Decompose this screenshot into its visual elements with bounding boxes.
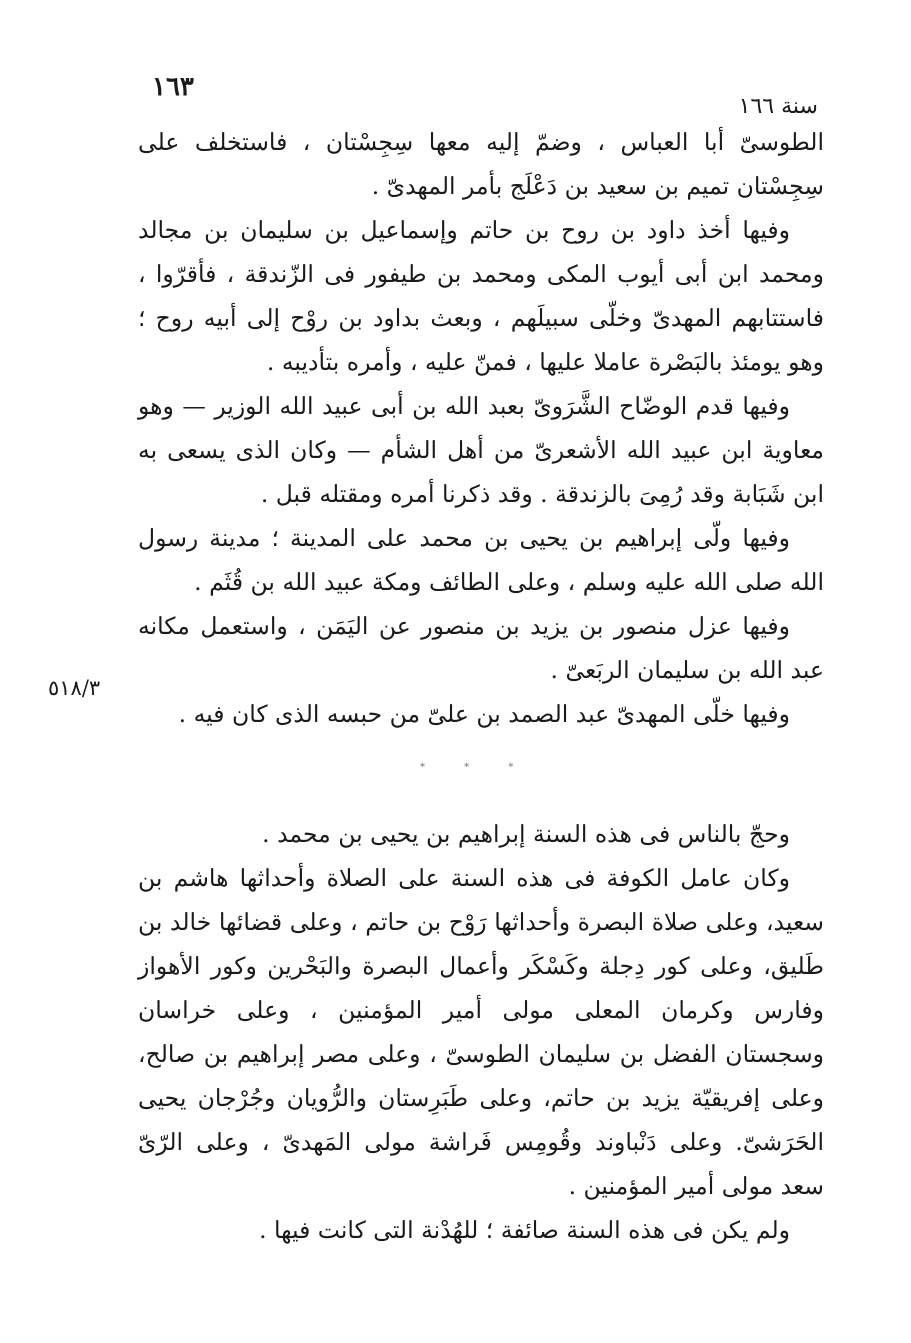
paragraph: وحجّ بالناس فى هذه السنة إبراهيم بن يحيى بن محمد . [262,820,790,848]
main-text-bottom [138,812,824,1252]
paragraph: ولم يكن فى هذه السنة صائفة ؛ للهُدْنة التى كانت فيها . [259,1216,790,1244]
paragraph: وفيها قدم الوضّاح الشَّرَوىّ بعبد الله بن أبى عبيد الله الوزير — وهو معاوية ابن عبيد الله الأشعرىّ من أهل الشأم — وكان الذى يسعى به ابن شَبَابة وقد رُمِىَ بالزندقة . وقد ذكرنا أمره ومقتله قبل . [138,392,824,508]
paragraph: الطوسىّ أبا العباس ، وضمّ إليه معها سِجِسْتان ، فاستخلف على سِجِسْتان تميم بن سعيد بن دَعْلَج بأمر المهدىّ . [138,128,824,200]
page-number: ١٦٣ [152,72,194,102]
paragraph: وفيها خلّى المهدىّ عبد الصمد بن علىّ من حبسه الذى كان فيه . [178,700,790,728]
paragraph: وكان عامل الكوفة فى هذه السنة على الصلاة وأحداثها هاشم بن سعيد، وعلى صلاة البصرة وأحداثها رَوْح بن حاتم ، وعلى قضائها خالد بن طَليق، وعلى كور دِجلة وكَسْكَر وأعمال البصرة والبَحْرين وكور الأهواز وفارس وكرمان المعلى مولى أمير المؤمنين ، وعلى خراسان وسجستان الفضل بن سليمان الطوسىّ ، وعلى مصر إبراهيم بن صالح، وعلى إفريقيّة يزيد بن حاتم، وعلى طَبَرِستان والرُّويان وجُرْجان يحيى الحَرَشىّ. وعلى دَنْباوند وقُومِس فَراشة مولى المَهدىّ ، وعلى الرّىّ سعد مولى أمير المؤمنين . [138,864,824,1200]
paragraph: وفيها أخذ داود بن روح بن حاتم وإسماعيل بن سليمان بن مجالد ومحمد ابن أبى أيوب المكى ومحمد بن طيفور فى الزّندقة ، فأقرّوا ، فاستتابهم المهدىّ وخلّى سبيلَهم ، وبعث بداود بن روْح إلى أبيه روح ؛ وهو يومئذ بالبَصْرة عاملا عليها ، فمنّ عليه ، وأمره بتأديبه . [138,216,824,376]
running-head: سنة ١٦٦ [738,94,818,119]
paragraph: وفيها عزل منصور بن يزيد بن منصور عن اليَمَن ، واستعمل مكانه عبد الله بن سليمان الربَعىّ . [138,612,824,684]
paragraph: وفيها ولّى إبراهيم بن يحيى بن محمد على المدينة ؛ مدينة رسول الله صلى الله عليه وسلم ، وعلى الطائف ومكة عبيد الله بن قُثَم . [138,524,824,596]
section-separator: * * * [420,762,532,773]
margin-note: ٥١٨/٣ [48,676,101,700]
main-text-top [138,120,824,736]
